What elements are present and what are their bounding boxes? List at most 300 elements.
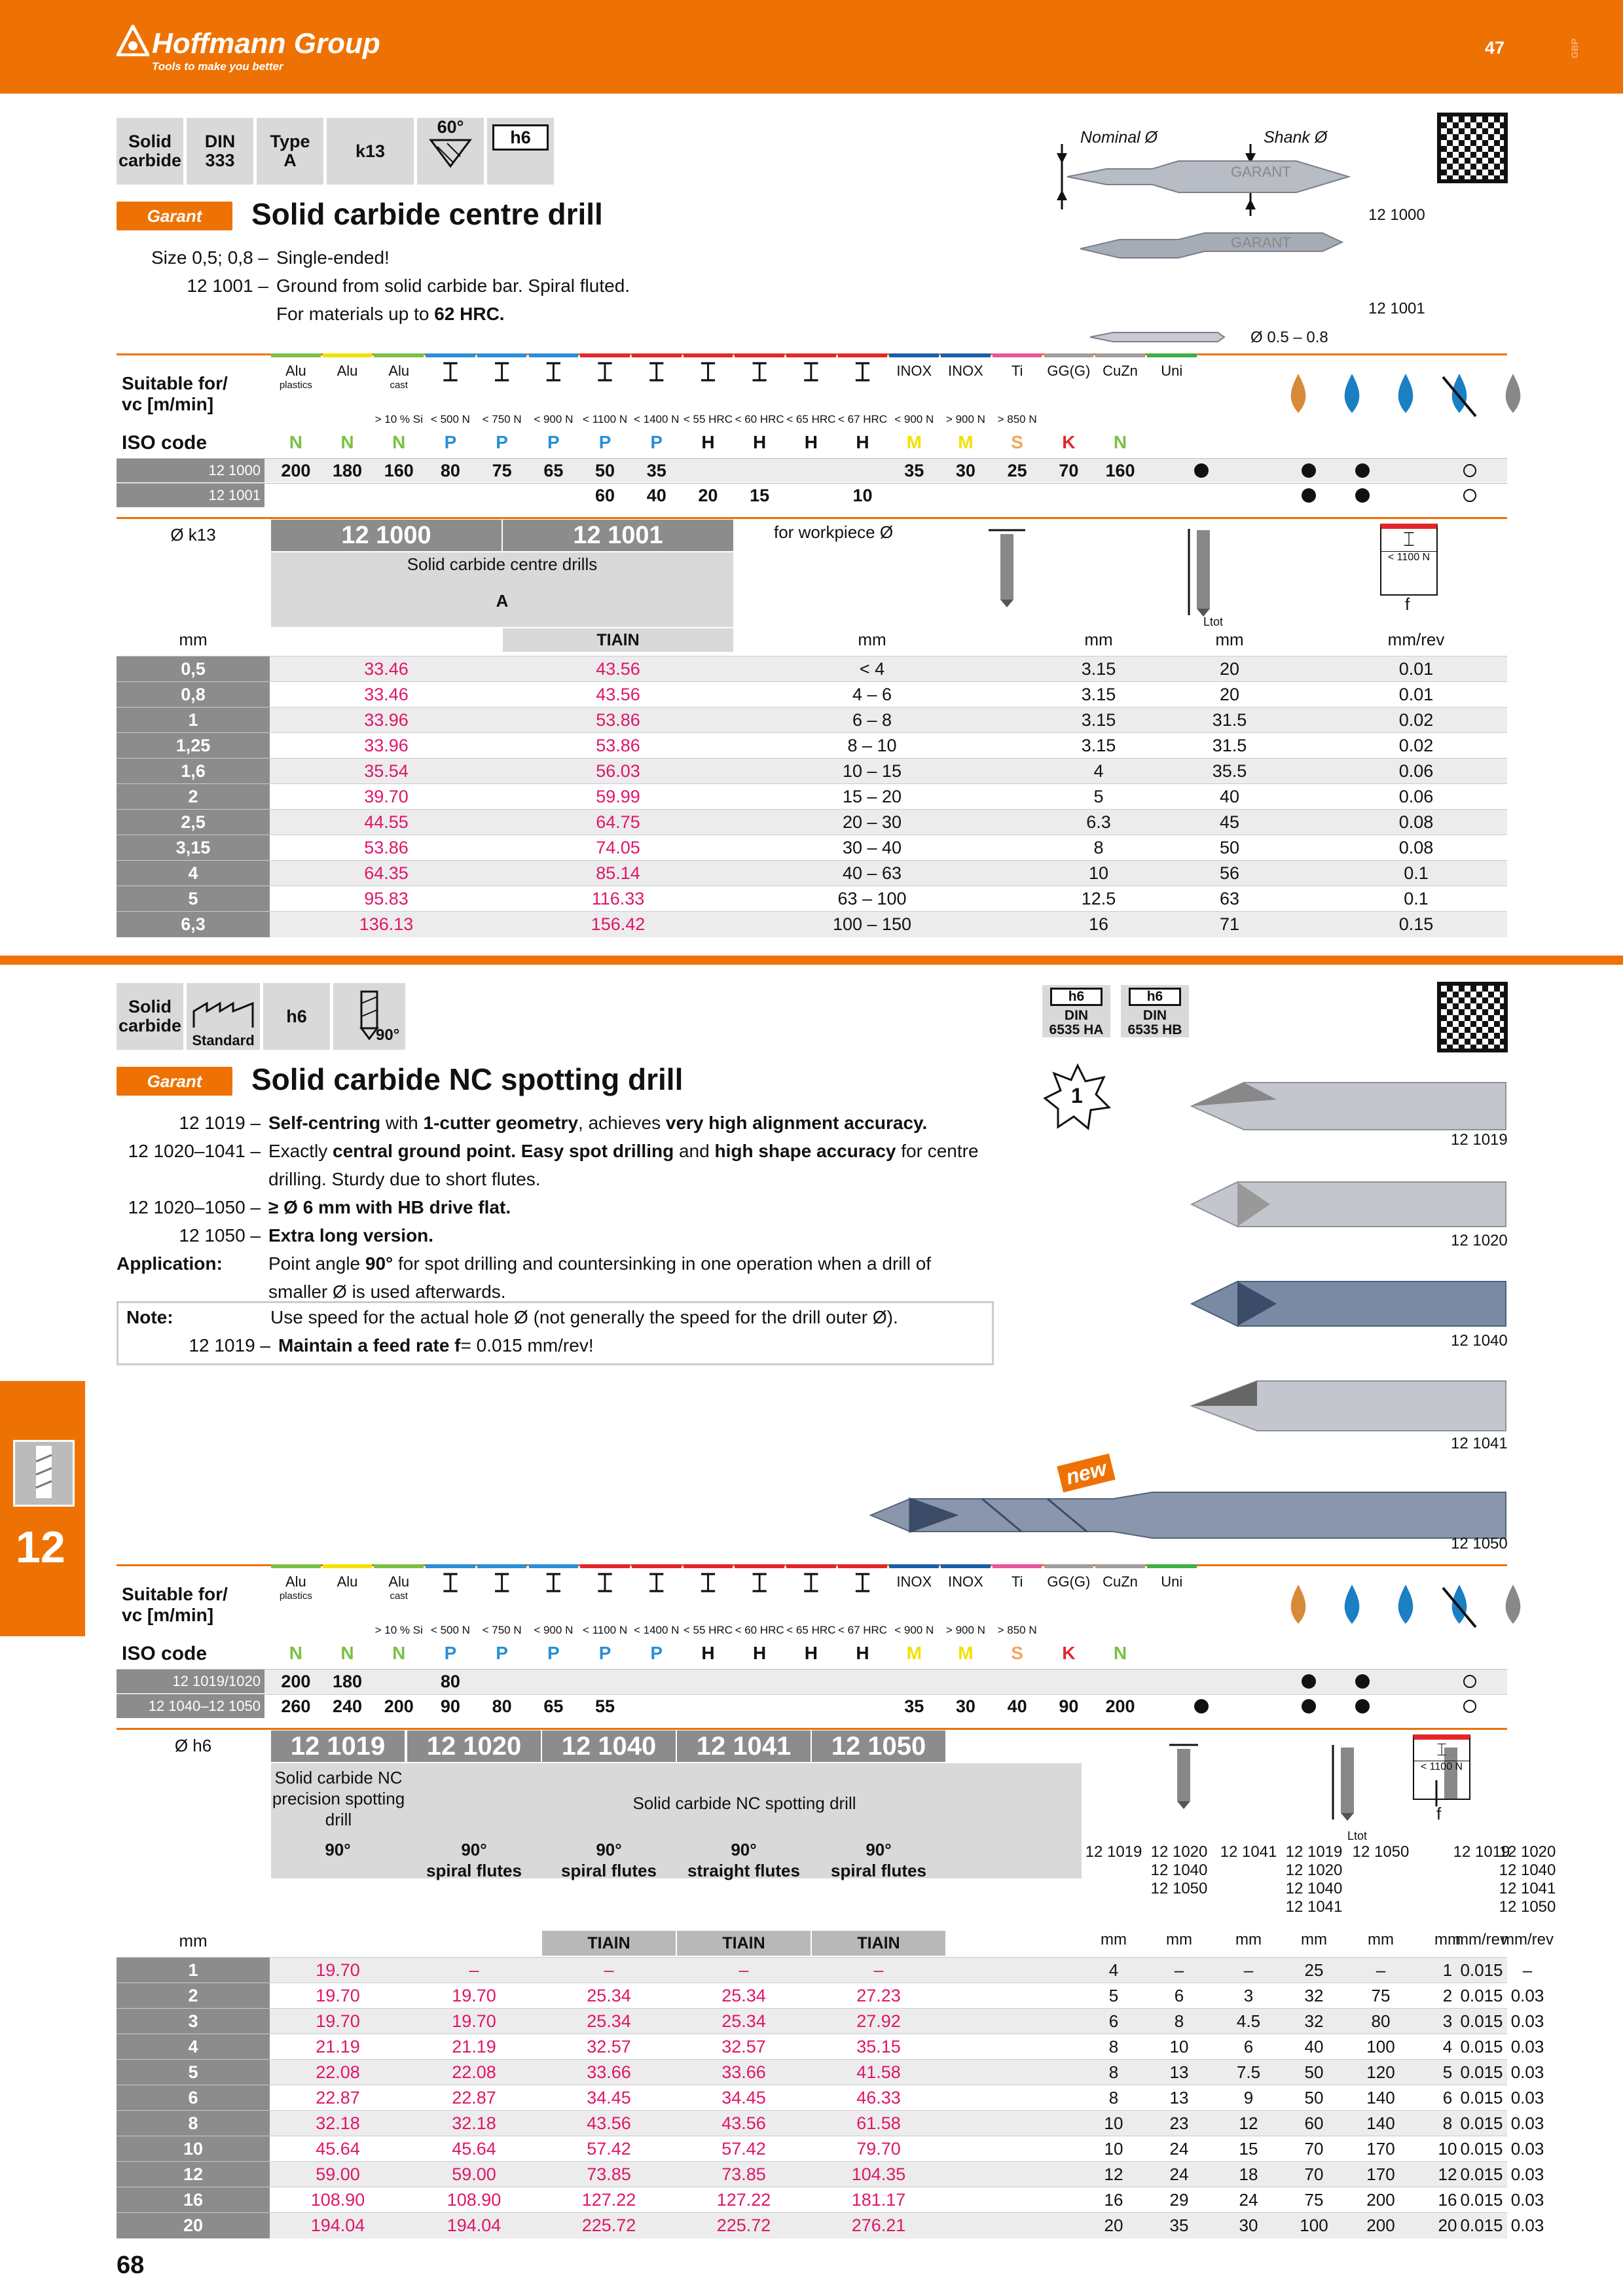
price-cell[interactable]: 22.08	[452, 2062, 496, 2082]
table-row[interactable]	[117, 911, 1507, 937]
material-strength: < 900 N	[534, 1624, 574, 1636]
price-12-1000[interactable]: 44.55	[364, 812, 409, 832]
feed-rate: 0.02	[1398, 736, 1434, 755]
desc-text	[268, 1249, 931, 1278]
feed-rate: 0.06	[1398, 761, 1434, 781]
coolant-suitability	[1285, 459, 1333, 482]
price-cell[interactable]: 194.04	[310, 2215, 365, 2235]
price-cell[interactable]: 34.45	[721, 2088, 766, 2108]
spec-cell: 0.015	[1460, 2062, 1503, 2082]
material-name: GG(G)	[1047, 363, 1091, 379]
coolant-suitability	[1392, 1670, 1440, 1693]
price-12-1001[interactable]: 85.14	[596, 863, 640, 883]
unit-label: mm	[1235, 1931, 1262, 1948]
article-table-2	[117, 1728, 1556, 2235]
din-label: DIN	[1064, 1008, 1089, 1023]
spec-cell: 20	[1438, 2215, 1457, 2235]
price-12-1001[interactable]: 59.99	[596, 787, 640, 806]
article-code: 12 1019/1020	[117, 1670, 264, 1693]
cutting-speed: 180	[333, 461, 363, 480]
desc-precision: Solid carbide NC precision spotting drill	[272, 1768, 405, 1829]
diameter-cell: 1,6	[117, 759, 270, 784]
table-row[interactable]	[117, 886, 1507, 912]
material-name: Ti	[1011, 1573, 1023, 1590]
cutting-speed: 180	[333, 1672, 363, 1691]
table-row[interactable]	[117, 860, 1507, 886]
attr-value: 333	[205, 151, 235, 170]
feed-rate: 0.15	[1398, 914, 1434, 934]
price-cell[interactable]: 61.58	[856, 2113, 901, 2133]
material-strength: < 67 HRC	[837, 1624, 888, 1636]
spec-cell: 8	[1108, 2062, 1119, 2082]
table-row[interactable]	[117, 707, 1507, 733]
total-length: 31.5	[1212, 710, 1247, 730]
iso-code: H	[701, 432, 715, 452]
cutting-speed	[993, 1670, 1042, 1693]
table-row[interactable]	[117, 2110, 1544, 2136]
iso-code: P	[496, 432, 508, 452]
workpiece-diameter: 10 – 15	[842, 761, 902, 781]
price-12-1000[interactable]: 39.70	[364, 787, 409, 806]
table-row[interactable]	[117, 834, 1507, 861]
cutting-speed	[889, 1670, 939, 1693]
price-cell[interactable]: 22.08	[316, 2062, 360, 2082]
price-cell[interactable]: 27.23	[856, 1986, 901, 2005]
spec-cell: 10	[1169, 2037, 1189, 2056]
cutting-speed: 30	[955, 1696, 976, 1716]
workpiece-header: for workpiece Ø	[774, 522, 894, 542]
spec-cell: –	[1174, 1960, 1184, 1980]
iso-code: H	[753, 432, 767, 452]
desc-code: 12 1020–1050 –	[128, 1197, 261, 1217]
price-cell[interactable]: –	[469, 1960, 479, 1980]
price-cell[interactable]: 46.33	[856, 2088, 901, 2108]
price-cell[interactable]: 25.34	[587, 2011, 631, 2031]
iso-code: P	[650, 1643, 663, 1663]
product-description	[117, 243, 902, 328]
oil-drop-icon	[1275, 360, 1324, 429]
mql-icon	[1490, 1571, 1539, 1640]
desc-text	[268, 1165, 541, 1193]
material-column	[374, 353, 424, 431]
coating-label	[271, 1931, 405, 1956]
price-12-1000[interactable]: 35.54	[364, 761, 409, 781]
price-cell[interactable]: 225.72	[581, 2215, 636, 2235]
price-cell[interactable]: 32.18	[316, 2113, 360, 2133]
feed-header: f	[1436, 1804, 1442, 1823]
diameter-cell: 6,3	[117, 912, 270, 937]
shank-diameter: 12.5	[1081, 889, 1116, 908]
cutting-speed: 160	[1105, 461, 1135, 480]
shank-diameter: 3.15	[1081, 736, 1116, 755]
unit-label: mm	[1368, 1931, 1394, 1948]
cutting-speed: 25	[1007, 461, 1027, 480]
unit-label: mm	[1166, 1931, 1192, 1948]
spec-cell: 8	[1174, 2011, 1184, 2031]
article-col-12-1000[interactable]	[271, 520, 501, 551]
attr-shank-tolerance	[487, 118, 554, 185]
price-cell[interactable]: 194.04	[447, 2215, 501, 2235]
price-12-1000[interactable]: 33.46	[364, 685, 409, 704]
article-col-12-1050[interactable]	[812, 1731, 945, 1762]
price-cell[interactable]: 22.87	[316, 2088, 360, 2108]
price-12-1001[interactable]: 64.75	[596, 812, 640, 832]
svg-text:GARANT: GARANT	[1231, 164, 1291, 180]
article-col-12-1020[interactable]	[407, 1731, 541, 1762]
price-cell[interactable]: 43.56	[587, 2113, 631, 2133]
price-cell[interactable]: 19.70	[452, 2011, 496, 2031]
steel-profile-icon: ⌶	[494, 1569, 510, 1598]
steel-profile-icon: ⌶	[752, 1569, 768, 1598]
article-code: 12 1040–12 1050	[117, 1695, 264, 1718]
price-cell[interactable]: 32.18	[452, 2113, 496, 2133]
price-12-1000[interactable]: 53.86	[364, 838, 409, 857]
note-label: Note:	[126, 1307, 173, 1327]
article-col-12-1040[interactable]	[542, 1731, 676, 1762]
material-strength: < 900 N	[894, 413, 934, 425]
cutting-speed: 30	[955, 461, 976, 480]
price-cell[interactable]: 79.70	[856, 2139, 901, 2159]
figure-code: 12 1000	[1368, 206, 1425, 224]
iso-code: P	[547, 1643, 560, 1663]
total-length: 31.5	[1212, 736, 1247, 755]
price-cell[interactable]: 45.64	[452, 2139, 496, 2159]
diameter-tolerance: Ø k13	[170, 525, 216, 545]
feed-rate: 0.1	[1404, 889, 1429, 908]
price-cell[interactable]: 276.21	[851, 2215, 906, 2235]
diameter-cell: 1	[117, 708, 270, 733]
coolant-suitability	[1446, 1670, 1494, 1693]
material-strength: > 900 N	[945, 413, 985, 425]
cutting-speed	[786, 1670, 836, 1693]
price-12-1000[interactable]: 95.83	[364, 889, 409, 908]
price-cell[interactable]: 57.42	[587, 2139, 631, 2159]
spec-cell: 0.03	[1510, 1986, 1544, 2005]
cutting-speed	[1044, 484, 1094, 507]
material-strength: > 900 N	[945, 1624, 985, 1636]
qr-code-icon[interactable]	[1437, 982, 1508, 1052]
price-cell[interactable]: 34.45	[587, 2088, 631, 2108]
spray-icon	[1383, 360, 1431, 429]
spec-cell: 0.03	[1510, 2139, 1544, 2159]
note-code: 12 1019 –	[189, 1335, 270, 1355]
table-row[interactable]	[117, 2161, 1544, 2187]
workpiece-diameter: 40 – 63	[842, 863, 902, 883]
water-drop-icon	[1329, 360, 1377, 429]
price-12-1001[interactable]: 116.33	[591, 889, 645, 908]
price-12-1001[interactable]: 56.03	[596, 761, 640, 781]
table-row[interactable]	[117, 1957, 1533, 1983]
spec-cell: 16	[1104, 2190, 1123, 2210]
coolant-suitability	[1446, 459, 1494, 482]
workpiece-diameter: 8 – 10	[847, 736, 897, 755]
material-column	[735, 353, 784, 431]
material-column	[1095, 353, 1145, 431]
spec-cell: 50	[1304, 2088, 1324, 2108]
spec-cell: 8	[1442, 2113, 1453, 2133]
material-column	[323, 1564, 373, 1641]
spec-cell: 0.015	[1460, 2088, 1503, 2108]
price-cell[interactable]: 108.90	[447, 2190, 501, 2210]
diameter-cell: 0,8	[117, 682, 270, 708]
spec-cell: 75	[1371, 1986, 1391, 2005]
price-cell[interactable]: 35.15	[856, 2037, 901, 2056]
attr-value: A	[283, 151, 297, 170]
price-cell[interactable]: 25.34	[587, 1986, 631, 2005]
cutter-count: 1	[1071, 1084, 1083, 1107]
din-6535-hb-badge	[1121, 985, 1189, 1037]
feed-material: < 1100 N	[1381, 551, 1436, 564]
table-row[interactable]	[117, 1982, 1544, 2009]
desc-text: Ground from solid carbide bar. Spiral fluted.	[276, 276, 630, 296]
steel-profile-icon: ⌶	[700, 358, 716, 387]
figure-code: 12 1020	[1451, 1232, 1508, 1249]
coating-label: TIAlN	[542, 1931, 676, 1956]
desc-line	[117, 300, 902, 328]
price-12-1001[interactable]: 74.05	[596, 838, 640, 857]
price-cell[interactable]: 127.22	[581, 2190, 636, 2210]
price-cell[interactable]: 19.70	[452, 1986, 496, 2005]
price-12-1000[interactable]: 33.96	[364, 710, 409, 730]
price-cell[interactable]: 21.19	[452, 2037, 496, 2056]
material-column	[271, 1564, 321, 1641]
price-cell[interactable]: 27.92	[856, 2011, 901, 2031]
cutting-speed	[941, 484, 991, 507]
chapter-tab[interactable]	[0, 1381, 85, 1636]
desc-bold: ≥ Ø 6 mm with HB drive flat.	[268, 1197, 511, 1217]
spec-cell: 0.015	[1460, 2113, 1503, 2133]
material-sub: cast	[390, 1590, 408, 1602]
steel-profile-icon: ⌶	[597, 358, 613, 387]
cutting-speed: 35	[904, 461, 924, 480]
cutting-speed: 200	[1105, 1696, 1135, 1716]
table-row[interactable]	[117, 2059, 1544, 2085]
material-sub: cast	[390, 380, 408, 391]
cutting-speed: 200	[281, 461, 311, 480]
spec-cell: 3	[1243, 1986, 1254, 2005]
price-cell[interactable]: 57.42	[721, 2139, 766, 2159]
workpiece-diameter: 100 – 150	[832, 914, 912, 934]
price-12-1001[interactable]: 43.56	[596, 659, 640, 679]
group-header: 12 1019	[1453, 1843, 1510, 1861]
price-cell[interactable]: 59.00	[452, 2164, 496, 2184]
price-cell[interactable]: 33.66	[587, 2062, 631, 2082]
price-cell[interactable]: –	[739, 1960, 749, 1980]
total-length-icon	[1184, 524, 1223, 628]
table-row[interactable]	[117, 758, 1507, 784]
figure-code: 12 1001	[1368, 300, 1425, 317]
price-cell[interactable]: 33.66	[721, 2062, 766, 2082]
price-cell[interactable]: 104.35	[851, 2164, 906, 2184]
attr-label: Solid	[128, 132, 172, 151]
table-row[interactable]	[117, 809, 1507, 835]
table-row[interactable]	[117, 2008, 1544, 2034]
group-header: 12 1019	[1085, 1843, 1142, 1861]
price-cell[interactable]: –	[604, 1960, 614, 1980]
cutting-speed	[684, 459, 733, 482]
spec-cell: 75	[1304, 2190, 1324, 2210]
material-column	[1044, 1564, 1094, 1641]
price-12-1001[interactable]: 53.86	[596, 710, 640, 730]
table-row[interactable]	[117, 732, 1507, 759]
spec-cell: 10	[1438, 2139, 1457, 2159]
price-12-1000[interactable]: 64.35	[364, 863, 409, 883]
material-column	[1147, 1564, 1197, 1641]
shank-diameter-icon	[987, 524, 1027, 609]
material-column	[271, 353, 321, 431]
material-column	[477, 353, 527, 431]
group-header: 12 1050	[1352, 1843, 1410, 1861]
recommended-dot-icon	[1302, 488, 1316, 503]
recommended-dot-icon	[1194, 463, 1209, 478]
price-cell[interactable]: 25.34	[721, 2011, 766, 2031]
iso-code: N	[392, 432, 406, 452]
material-name: CuZn	[1103, 1573, 1138, 1590]
catalog-page-number: 47	[1485, 38, 1505, 58]
price-cell[interactable]: 22.87	[452, 2088, 496, 2108]
angle-flutes: 90° spiral flutes	[561, 1840, 657, 1880]
price-cell[interactable]: –	[873, 1960, 884, 1980]
iso-code: H	[701, 1643, 715, 1663]
material-strength: < 60 HRC	[735, 1624, 784, 1636]
price-cell[interactable]: 25.34	[721, 1986, 766, 2005]
table-row[interactable]	[117, 656, 1507, 682]
price-cell[interactable]: 73.85	[587, 2164, 631, 2184]
article-col-12-1041[interactable]	[677, 1731, 811, 1762]
spec-cell: 24	[1169, 2139, 1189, 2159]
new-badge: new	[1057, 1454, 1116, 1493]
diameter-cell: 12	[117, 2162, 270, 2187]
price-12-1000[interactable]: 33.46	[364, 659, 409, 679]
price-12-1001[interactable]: 53.86	[596, 736, 640, 755]
material-column	[684, 1564, 733, 1641]
iso-code: N	[289, 1643, 302, 1663]
cutting-speed: 240	[333, 1696, 363, 1716]
diameter-cell: 2	[117, 1983, 270, 2009]
cutting-speed	[735, 459, 784, 482]
material-column	[684, 353, 733, 431]
price-12-1000[interactable]: 33.96	[364, 736, 409, 755]
drill-12-1050-icon	[851, 1479, 1512, 1551]
table-row[interactable]	[117, 2034, 1544, 2060]
price-cell[interactable]: 41.58	[856, 2062, 901, 2082]
spec-cell: 70	[1304, 2139, 1324, 2159]
table-row[interactable]	[117, 2187, 1544, 2213]
material-strength: < 67 HRC	[837, 413, 888, 425]
din-6535-ha-badge	[1042, 985, 1110, 1037]
article-number: 12 1040	[561, 1732, 657, 1761]
article-number: 12 1001	[573, 522, 663, 549]
din-tolerance: h6	[1050, 988, 1103, 1006]
price-12-1000[interactable]: 136.13	[359, 914, 414, 934]
coolant-suitability	[1392, 459, 1440, 482]
spec-cell: 0.015	[1460, 1986, 1503, 2005]
cutting-speed: 160	[384, 461, 414, 480]
price-cell[interactable]: 73.85	[721, 2164, 766, 2184]
standard-factory-icon	[191, 998, 256, 1031]
attr-material	[117, 118, 183, 185]
cutting-speed-title: vc [m/min]	[122, 394, 214, 414]
material-strength: < 1400 N	[633, 413, 680, 425]
material-column	[374, 1564, 424, 1641]
material-sub: plastics	[279, 380, 312, 391]
price-cell[interactable]: 43.56	[721, 2113, 766, 2133]
desc-code: Application:	[117, 1253, 223, 1274]
material-name: Alu	[285, 1573, 306, 1590]
material-column	[529, 1564, 579, 1641]
cutting-speed: 40	[1007, 1696, 1027, 1716]
spec-cell: 10	[1104, 2113, 1123, 2133]
price-cell[interactable]: 225.72	[716, 2215, 771, 2235]
material-name: Ti	[1011, 363, 1023, 379]
material-column	[1044, 353, 1094, 431]
price-cell[interactable]: 19.70	[316, 1986, 360, 2005]
price-12-1001[interactable]: 156.42	[591, 914, 646, 934]
cutting-speed	[735, 1695, 784, 1718]
price-cell[interactable]: 21.19	[316, 2037, 360, 2056]
group-header: 12 1020 12 1040 12 1041 12 1050	[1499, 1843, 1556, 1916]
cutting-speed	[838, 459, 888, 482]
qr-code-icon[interactable]	[1437, 113, 1508, 183]
cutting-speed	[1044, 1670, 1094, 1693]
spec-cell: 32	[1304, 1986, 1324, 2005]
steel-profile-icon: ⌶	[597, 1569, 613, 1598]
suitability-table-2	[117, 1564, 1507, 1716]
unit-label: mm	[858, 630, 886, 649]
iso-code: M	[958, 432, 974, 452]
table-row[interactable]	[117, 783, 1507, 810]
table-row[interactable]	[117, 2212, 1544, 2238]
iso-code: H	[804, 432, 818, 452]
steel-profile-icon: ⌶	[545, 1569, 562, 1598]
steel-profile-icon: ⌶	[700, 1569, 716, 1598]
article-col-12-1019[interactable]	[271, 1731, 405, 1762]
spec-cell: 16	[1438, 2190, 1457, 2210]
price-cell[interactable]: 32.57	[587, 2037, 631, 2056]
price-cell[interactable]: 108.90	[310, 2190, 365, 2210]
material-column	[786, 353, 836, 431]
article-col-12-1001[interactable]	[503, 520, 733, 551]
material-column	[580, 353, 630, 431]
price-cell[interactable]: 19.70	[316, 2011, 360, 2031]
coolant-suitability	[1446, 484, 1494, 507]
price-12-1001[interactable]: 43.56	[596, 685, 640, 704]
price-cell[interactable]: 181.17	[851, 2190, 906, 2210]
angle-flutes: 90° spiral flutes	[831, 1840, 926, 1880]
spec-cell: 0.015	[1460, 2190, 1503, 2210]
cutting-speed	[993, 484, 1042, 507]
table-row[interactable]	[117, 2085, 1544, 2111]
price-cell[interactable]: 45.64	[316, 2139, 360, 2159]
shank-diameter: 3.15	[1081, 685, 1116, 704]
price-cell[interactable]: 59.00	[316, 2164, 360, 2184]
workpiece-diameter: 6 – 8	[852, 710, 892, 730]
table-row[interactable]	[117, 2136, 1544, 2162]
diameter-cell: 6	[117, 2085, 270, 2111]
material-column	[786, 1564, 836, 1641]
material-column	[1147, 353, 1197, 431]
cutting-speed	[684, 1670, 733, 1693]
price-cell[interactable]: 19.70	[316, 1960, 360, 1980]
cutting-speed	[786, 1695, 836, 1718]
desc-code: 12 1001 –	[187, 276, 268, 296]
steel-profile-icon: ⌶	[648, 1569, 665, 1598]
unit-label: mm	[1215, 630, 1244, 649]
spec-cell: 0.03	[1510, 2037, 1544, 2056]
table-row[interactable]	[117, 681, 1507, 708]
price-cell[interactable]: 127.22	[716, 2190, 771, 2210]
price-cell[interactable]: 32.57	[721, 2037, 766, 2056]
